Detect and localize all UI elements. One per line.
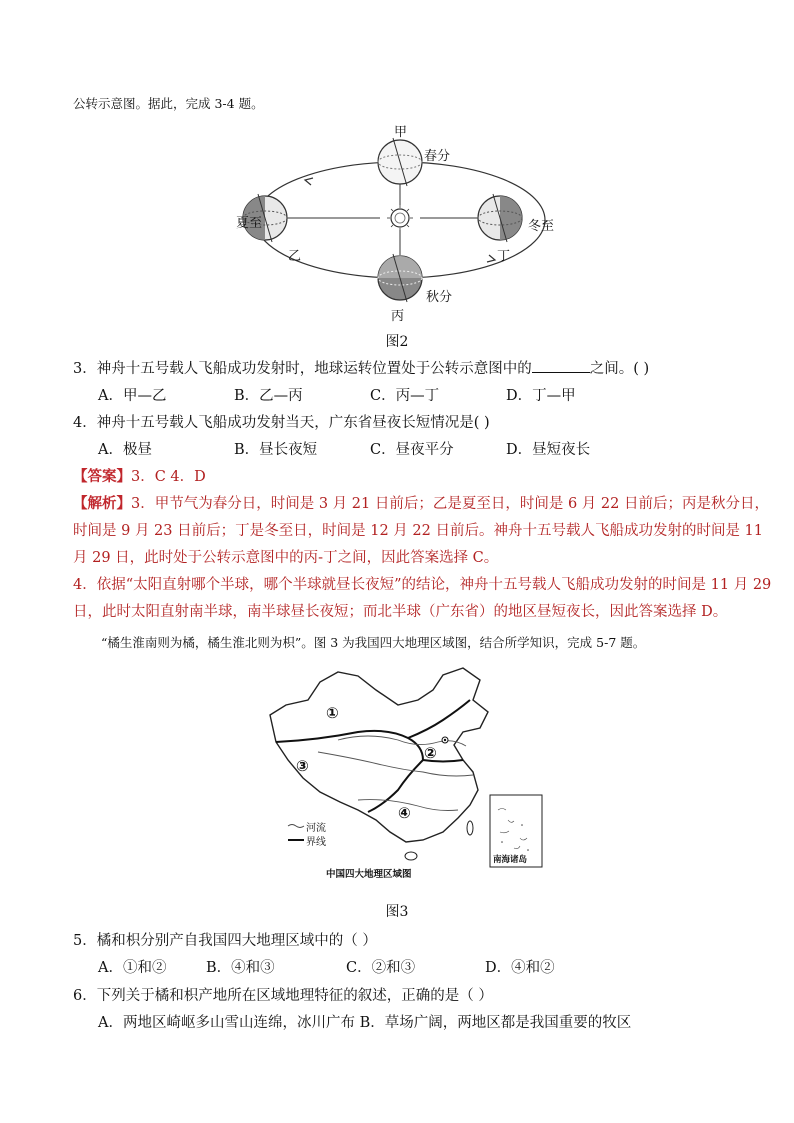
- legend-river-label: 河流: [306, 823, 326, 834]
- label-yi: 乙: [288, 249, 302, 264]
- sun-icon: [387, 205, 413, 231]
- label-bing: 丙: [391, 309, 405, 324]
- question-5: 5．橘和枳分别产自我国四大地理区域中的（ ）: [73, 933, 377, 949]
- question-6: 6．下列关于橘和枳产地所在区域地理特征的叙述，正确的是（ ）: [73, 988, 493, 1004]
- label-ding: 丁: [497, 249, 511, 264]
- q3-option-a: A．甲—乙: [98, 388, 167, 404]
- q3-option-d: D．丁—甲: [506, 388, 576, 404]
- question-4: 4．神舟十五号载人飞船成功发射当天，广东省昼夜长短情况是( ): [73, 415, 490, 431]
- analysis-tag: 【解析】: [73, 495, 131, 512]
- answer-text: 3．C 4．D: [131, 469, 206, 485]
- analysis-line-5: 日，此时太阳直射南半球，南半球昼长夜短；而北半球（广东省）的地区昼短夜长，因此答案选择 D。: [73, 604, 728, 620]
- intro-text: 公转示意图。据此，完成 3-4 题。: [73, 96, 264, 111]
- map-title: 中国四大地理区域图: [326, 869, 412, 880]
- earth-bing-icon: [378, 254, 422, 302]
- q6-options-line: A．两地区崎岖多山雪山连绵，冰川广布 B．草场广阔，两地区都是我国重要的牧区: [98, 1015, 632, 1031]
- revolution-diagram: [225, 120, 565, 330]
- q5-option-c: C．②和③: [346, 960, 416, 976]
- region-4-label: ④: [398, 804, 411, 822]
- label-xiazhi: 夏至: [236, 216, 263, 231]
- q3-blank: [532, 360, 590, 373]
- answer-line: [73, 465, 206, 486]
- q4-option-a: A．极昼: [98, 442, 152, 458]
- label-chunfen: 春分: [424, 149, 451, 164]
- q3-option-c: C．丙—丁: [370, 388, 440, 404]
- earth-ding-icon: [478, 194, 522, 242]
- q3-stem-after: 之间。( ): [589, 361, 650, 377]
- intro-5-7: “橘生淮南则为橘，橘生淮北则为枳”。图 3 为我国四大地理区域图，结合所学知识，完成 5-7 题。: [101, 635, 646, 650]
- legend-boundary-label: 界线: [306, 837, 326, 848]
- label-dongzhi: 冬至: [528, 219, 555, 234]
- taiwan-island: [467, 821, 473, 835]
- label-jia: 甲: [394, 125, 408, 140]
- legend-river-icon: [288, 825, 304, 828]
- q4-option-b: B．昼长夜短: [234, 442, 318, 458]
- region-1-label: ①: [326, 704, 339, 722]
- hainan-island: [405, 852, 417, 860]
- analysis-line-1: 【解析】3．甲节气为春分日，时间是 3 月 21 日前后；乙是夏至日，时间是 6 月 22 日前后；丙是秋分日，: [73, 495, 769, 512]
- analysis-line-4: 4．依据“太阳直射哪个半球，哪个半球就昼长夜短”的结论，神舟十五号载人飞船成功发射的时间是 11 月 29: [73, 577, 772, 593]
- q5-option-a: A．①和②: [98, 960, 167, 976]
- earth-jia-icon: [378, 138, 422, 186]
- china-outline: [270, 668, 488, 842]
- orbit-arrow-icon: [487, 255, 495, 262]
- question-3: [73, 357, 649, 378]
- answer-tag: 【答案】: [73, 468, 131, 485]
- inset-label: 南海诸岛: [493, 855, 528, 865]
- figure2-caption: 图2: [385, 334, 409, 350]
- q5-option-d: D．④和②: [485, 960, 555, 976]
- analysis-line-2: 时间是 9 月 23 日前后；丁是冬至日，时间是 12 月 22 日前后。神舟十五号载人飞船成功发射的时间是 11: [73, 523, 764, 539]
- q4-option-d: D．昼短夜长: [506, 442, 591, 458]
- region-2-label: ②: [424, 744, 437, 762]
- analysis-line-3: 月 29 日，此时处于公转示意图中的丙-丁之间，因此答案选择 C。: [73, 550, 499, 566]
- region-3-label: ③: [296, 757, 309, 775]
- q3-stem-before: 3．神舟十五号载人飞船成功发射时，地球运转位置处于公转示意图中的: [73, 361, 532, 377]
- orbit-arrow-icon: [305, 178, 313, 185]
- q3-option-b: B．乙—丙: [234, 388, 303, 404]
- q4-option-c: C．昼夜平分: [370, 442, 454, 458]
- figure3-caption: 图3: [385, 904, 409, 920]
- label-qiufen: 秋分: [426, 290, 453, 305]
- q5-option-b: B．④和③: [206, 960, 275, 976]
